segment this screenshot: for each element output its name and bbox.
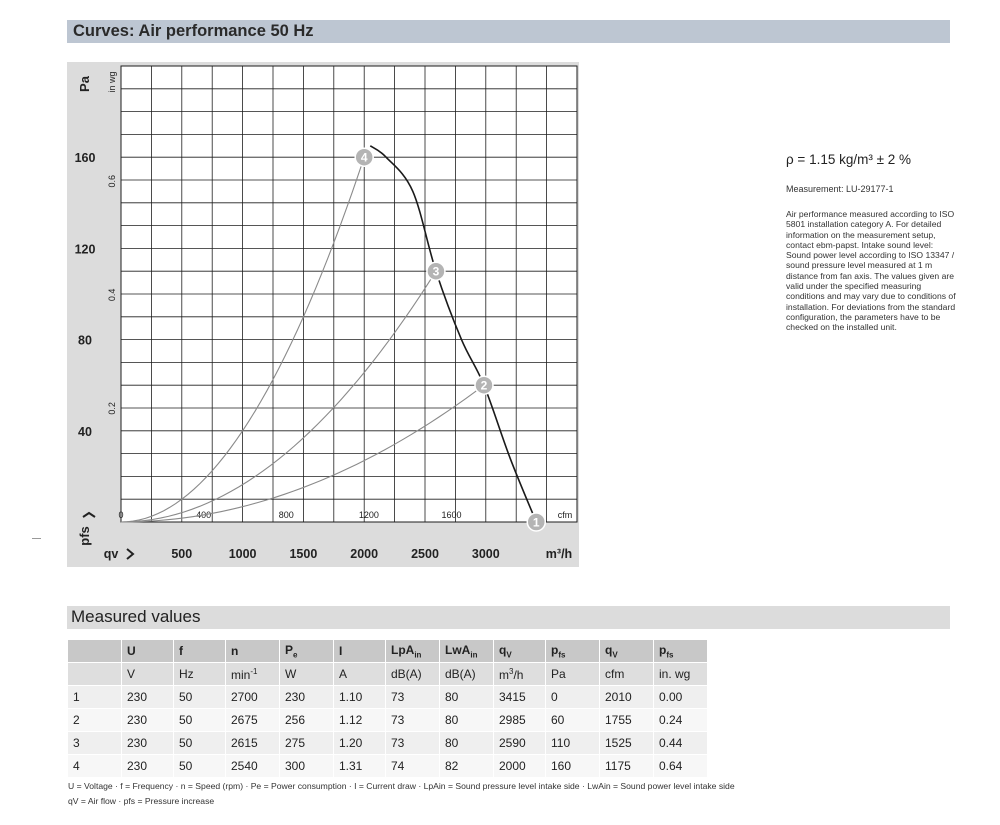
table-cell: 80 [440,686,494,709]
table-cell: 0.64 [654,755,708,778]
title-bar [67,20,950,43]
measurement-label: Measurement: LU-29177-1 [786,184,894,194]
table-header-cell: I [334,640,386,663]
y-tick-label: 160 [74,151,96,166]
density-label: ρ = 1.15 kg/m³ ± 2 % [786,152,912,167]
legend-line-1: U = Voltage · f = Frequency · n = Speed (rpm) · Pe = Power consumption · I = Current draw · LpAin = Sound pressure level intake side · LwAin = Sound power level intake side [68,781,735,791]
table-cell: 4 [68,755,122,778]
table-cell: 230 [122,732,174,755]
margin-dash [32,538,41,539]
table-cell: 2000 [494,755,546,778]
y-tick-label: 120 [74,242,96,257]
table-cell: 1.31 [334,755,386,778]
table-header-cell: LwA$_{in}$ [440,640,494,663]
table-cell: 2675 [226,709,280,732]
table-cell: 0.00 [654,686,708,709]
table-cell: 3415 [494,686,546,709]
secondary-x-axis-label: cfm [557,510,573,520]
table-cell: 230 [122,709,174,732]
table-cell: 0.44 [654,732,708,755]
secondary-y-tick-label: 0.6 [107,174,117,188]
y-axis-label: pfs [77,526,92,546]
table-cell: 73 [386,732,440,755]
secondary-x-tick-label: 0 [118,510,124,520]
table-cell: 2985 [494,709,546,732]
table-cell: 1.12 [334,709,386,732]
page-title: Curves: Air performance 50 Hz [73,22,314,40]
table-header-cell: U [122,640,174,663]
x-axis-label: qv [103,547,119,561]
table-cell: 60 [546,709,600,732]
measured-values-bar [67,606,950,629]
table-cell: 1.10 [334,686,386,709]
legend-line-2: qV = Air flow · pfs = Pressure increase [68,796,215,806]
table-cell: 0 [546,686,600,709]
table-unit-cell: A [334,663,386,686]
table-unit-cell: $m^3/h$ [494,663,546,686]
table-cell: 275 [280,732,334,755]
table-cell: 50 [174,709,226,732]
table-cell: 2010 [600,686,654,709]
table-cell: 300 [280,755,334,778]
table-unit-row [68,663,708,686]
secondary-x-tick-label: 1200 [358,510,379,520]
y-axis-unit: Pa [77,76,92,92]
table-cell: 160 [546,755,600,778]
x-tick-label: 1000 [228,547,257,561]
table-cell: 50 [174,755,226,778]
table-cell: 110 [546,732,600,755]
measured-values-table [67,640,707,778]
table-cell: 1.20 [334,732,386,755]
x-tick-label: 2500 [411,547,439,561]
operating-point-label: 1 [532,515,540,530]
x-tick-label: 500 [171,547,193,561]
table-cell: 82 [440,755,494,778]
secondary-x-tick-label: 1600 [441,510,462,520]
table-unit-cell: dB(A) [386,663,440,686]
secondary-y-tick-label: 0.4 [107,288,117,302]
table-header-cell: f [174,640,226,663]
measurement-description: Air performance measured according to ISO 5801 installation category A. For detailed information on the measurement setup, contact ebm-papst. Intake sound level: Sound power level according to ISO 13347 / sound pressure level measured at 1 m distance from fan axis. The values given are valid under the specified measuring conditions and may vary due to conditions of installation. For deviations from the standard configuration, the parameters have to be checked on the installed unit. [786,209,956,333]
table-cell: 80 [440,732,494,755]
table-unit-cell: in. wg [654,663,708,686]
secondary-x-tick-label: 800 [278,510,294,520]
table-cell: 73 [386,709,440,732]
table-header-cell: $p_{fs}$ [546,640,600,663]
operating-point-label: 2 [480,378,488,393]
table-header-cell: LpA$_{in}$ [386,640,440,663]
table-cell: 50 [174,732,226,755]
y-tick-label: 80 [78,333,92,348]
table-header-cell: $P_e$ [280,640,334,663]
table-unit-cell: Hz [174,663,226,686]
table-cell: 1755 [600,709,654,732]
measured-values-title: Measured values [71,607,201,626]
table-unit-cell: Pa [546,663,600,686]
table-cell: 2590 [494,732,546,755]
operating-point-label: 3 [432,264,440,279]
table-cell: 230 [122,755,174,778]
table-header-cell [68,640,122,663]
table-cell: 2615 [226,732,280,755]
table-unit-cell: W [280,663,334,686]
table-cell: 2700 [226,686,280,709]
table-unit-cell: cfm [600,663,654,686]
air-performance-chart [67,62,579,567]
table-cell: 2540 [226,755,280,778]
table-unit-cell: V [122,663,174,686]
table-cell: 1 [68,686,122,709]
secondary-x-tick-label: 400 [196,510,212,520]
table-header-cell: $q_V$ [494,640,546,663]
x-tick-label: 2000 [350,547,379,561]
table-cell: 230 [122,686,174,709]
table-header-cell: n [226,640,280,663]
operating-point-label: 4 [360,150,368,165]
table-unit-cell [68,663,122,686]
secondary-y-tick-label: 0.2 [107,402,117,415]
table-cell: 1525 [600,732,654,755]
table-unit-cell: $\min^{-1}$ [226,663,280,686]
table-cell: 3 [68,732,122,755]
table-cell: 0.24 [654,709,708,732]
table-cell: 73 [386,686,440,709]
table-cell: 256 [280,709,334,732]
table-cell: 50 [174,686,226,709]
table-cell: 230 [280,686,334,709]
table-cell: 80 [440,709,494,732]
table-cell: 74 [386,755,440,778]
table-header-cell: $p_{fs}$ [654,640,708,663]
secondary-y-axis-label: in wg [107,71,117,93]
table-header-row [68,640,708,663]
table-unit-cell: dB(A) [440,663,494,686]
x-axis-unit: m³/h [545,547,573,561]
y-tick-label: 40 [78,424,92,439]
table-row [68,686,708,709]
table-row [68,732,708,755]
table-header-cell: $q_V$ [600,640,654,663]
table-cell: 2 [68,709,122,732]
x-tick-label: 3000 [471,547,500,561]
table-row [68,709,708,732]
x-tick-label: 1500 [289,547,318,561]
table-cell: 1175 [600,755,654,778]
table-row [68,755,708,778]
